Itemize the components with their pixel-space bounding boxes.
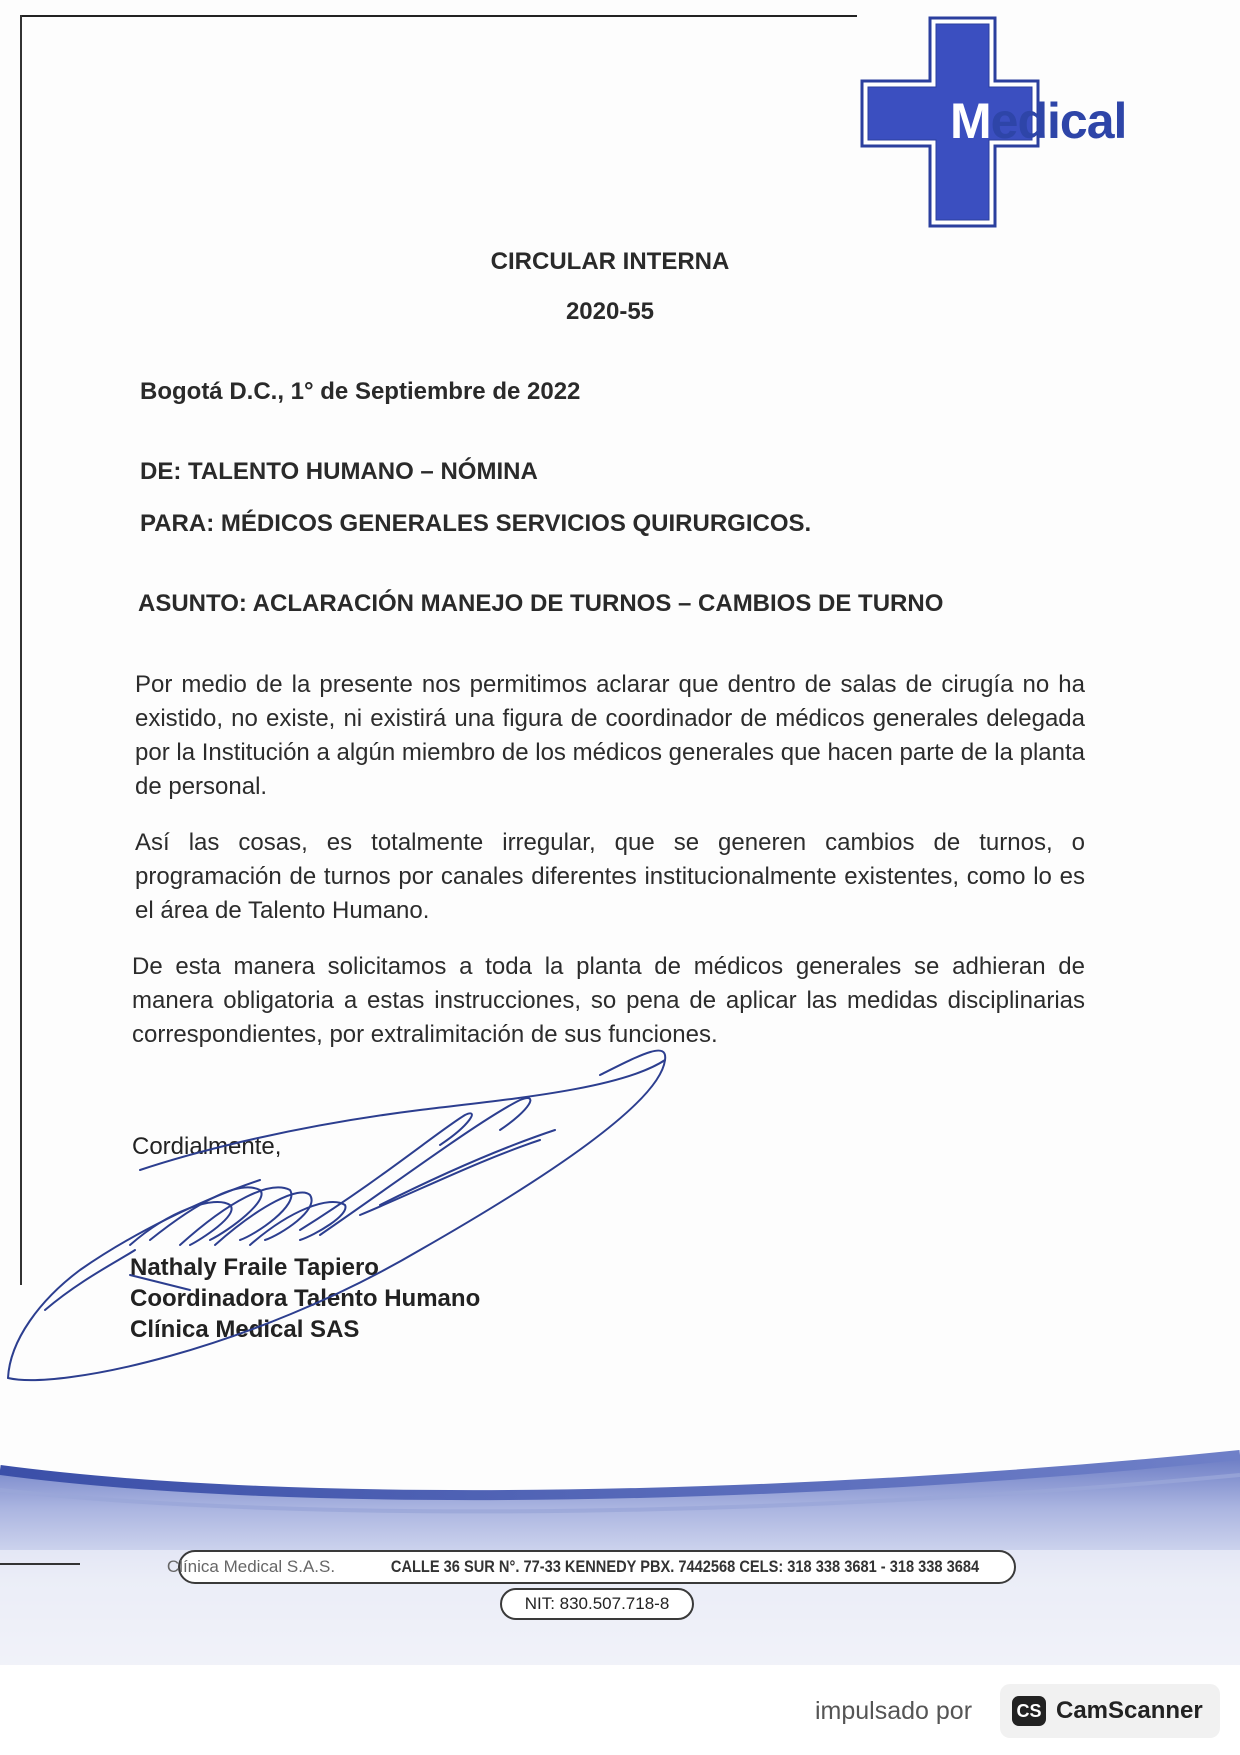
camscanner-icon: CS <box>1012 1696 1046 1726</box>
circular-number: 2020-55 <box>565 298 655 325</box>
circular-title: CIRCULAR INTERNA <box>490 248 730 275</box>
footer-nit: NIT: 830.507.718-8 <box>524 1594 670 1613</box>
signer-role: Coordinadora Talento Humano <box>130 1285 481 1312</box>
body-paragraph: Por medio de la presente nos permitimos aclarar que dentro de salas de cirugía no ha existido, no existe, ni existirá una figura de coordinador de médicos generales delegada por la Institución a algún miembro de los médicos generales que hacen parte de la planta de personal. <box>135 671 1085 800</box>
date-line: Bogotá D.C., 1° de Septiembre de 2022 <box>140 378 581 405</box>
footer-nit-pill <box>500 1588 694 1620</box>
footer-address-pill <box>166 1550 1016 1584</box>
medical-logo-text: Medical <box>950 93 1127 149</box>
signer-block <box>130 1252 480 1345</box>
closing-text: Cordialmente, <box>132 1133 282 1160</box>
signer-name: Nathaly Fraile Tapiero <box>130 1254 379 1281</box>
powered-by-text: impulsado por <box>815 1697 973 1725</box>
frame-left-line <box>20 15 22 1285</box>
body-paragraph: Así las cosas, es totalmente irregular, que se generen cambios de turnos, o programación de turnos por canales diferentes institucionalmente existentes, como lo es el área de Talento Humano. <box>135 829 1085 924</box>
camscanner-badge <box>1000 1684 1220 1738</box>
subject-line: ASUNTO: ACLARACIÓN MANEJO DE TURNOS – CAMBIOS DE TURNO <box>138 590 944 617</box>
body-paragraph: De esta manera solicitamos a toda la planta de médicos generales se adhieran de manera obligatoria a estas instrucciones, so pena de aplicar las medidas disciplinarias correspondientes, por extralimitación de sus funciones. <box>132 953 1085 1048</box>
footer-address: CALLE 36 SUR N°. 77-33 KENNEDY PBX. 7442568 CELS: 318 338 3681 - 318 338 3684 <box>390 1557 980 1576</box>
camscanner-name: CamScanner <box>1056 1697 1203 1724</box>
to-line: PARA: MÉDICOS GENERALES SERVICIOS QUIRURGICOS. <box>140 510 812 537</box>
from-line: DE: TALENTO HUMANO – NÓMINA <box>140 458 538 485</box>
signer-organization: Clínica Medical SAS <box>130 1316 360 1343</box>
frame-top-line <box>22 15 857 17</box>
footer-clinic-name: Clínica Medical S.A.S. <box>166 1557 336 1576</box>
